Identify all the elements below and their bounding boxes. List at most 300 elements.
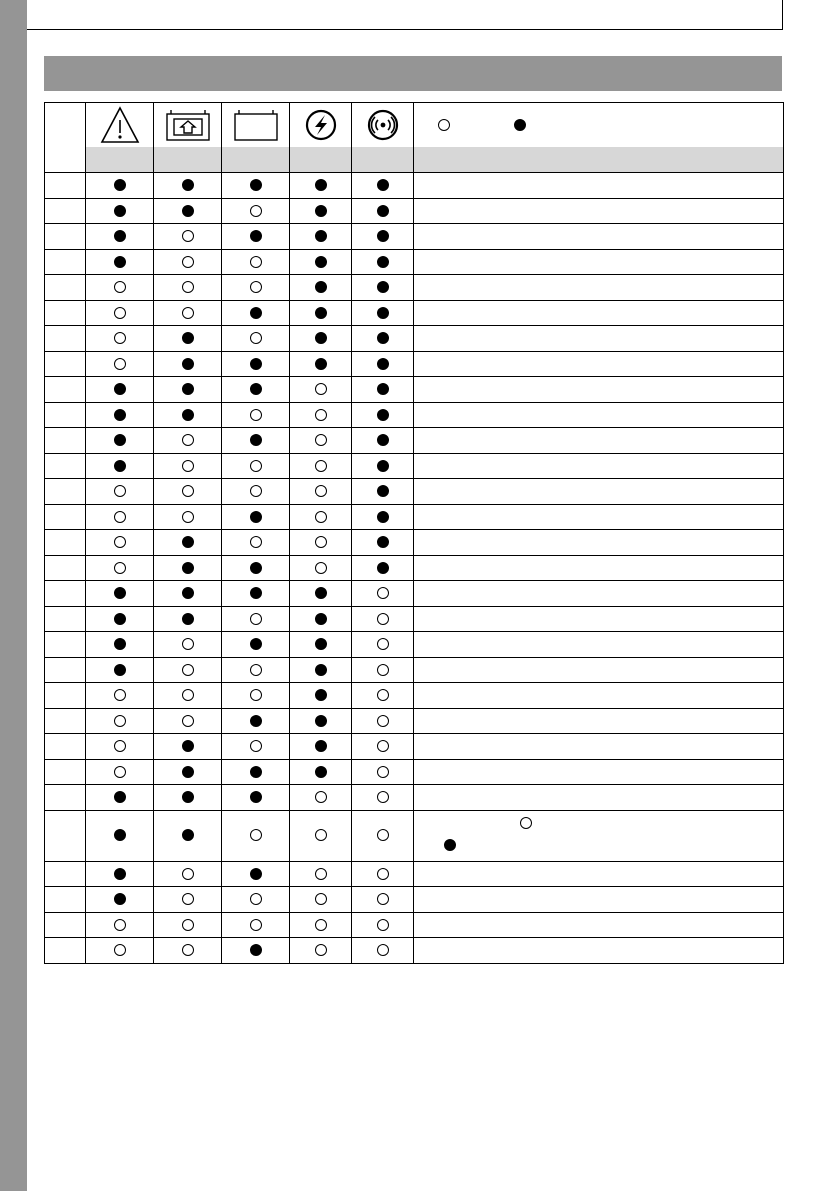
indicator-on-dot: [315, 281, 327, 293]
row-number-cell: [45, 402, 86, 428]
indicator-cell: [222, 275, 290, 301]
indicator-cell: [352, 173, 414, 199]
indicator-cell: [352, 504, 414, 530]
indicator-cell: [154, 402, 222, 428]
indicator-cell: [154, 861, 222, 887]
indicator-on-dot: [377, 460, 389, 472]
table-row: [45, 683, 784, 709]
indicator-off-dot: [250, 205, 262, 217]
description-cell: [414, 887, 784, 913]
indicator-cell: [86, 632, 154, 658]
description-cell: [414, 912, 784, 938]
indicator-cell: [86, 300, 154, 326]
indicator-on-dot: [114, 829, 126, 841]
home-panel-icon: [154, 103, 222, 148]
indicator-cell: [154, 504, 222, 530]
indicator-cell: [86, 581, 154, 607]
indicator-off-dot: [182, 944, 194, 956]
indicator-off-dot: [315, 485, 327, 497]
indicator-on-dot: [377, 230, 389, 242]
row-number-cell: [45, 759, 86, 785]
indicator-cell: [352, 530, 414, 556]
indicator-off-dot: [114, 332, 126, 344]
indicator-cell: [154, 683, 222, 709]
indicator-cell: [86, 402, 154, 428]
indicator-off-dot: [182, 256, 194, 268]
description-cell: [414, 275, 784, 301]
indicator-on-dot: [377, 434, 389, 446]
indicator-cell: [290, 326, 352, 352]
indicator-off-dot: [315, 868, 327, 880]
indicator-on-dot: [315, 205, 327, 217]
indicator-off-dot: [250, 919, 262, 931]
indicator-off-dot: [377, 664, 389, 676]
indicator-off-dot: [315, 562, 327, 574]
indicator-off-dot: [114, 485, 126, 497]
indicator-on-dot: [250, 383, 262, 395]
description-cell: [414, 504, 784, 530]
indicator-on-dot: [377, 307, 389, 319]
indicator-off-dot: [250, 409, 262, 421]
indicator-on-dot: [182, 791, 194, 803]
indicator-cell: [154, 555, 222, 581]
indicator-on-dot: [250, 511, 262, 523]
indicator-cell: [290, 275, 352, 301]
indicator-cell: [222, 453, 290, 479]
indicator-cell: [154, 428, 222, 454]
indicator-cell: [352, 198, 414, 224]
indicator-cell: [86, 606, 154, 632]
indicator-on-dot: [377, 409, 389, 421]
wireless-signal-icon: [352, 103, 414, 148]
table-row: [45, 224, 784, 250]
indicator-cell: [86, 198, 154, 224]
indicator-on-dot: [182, 179, 194, 191]
indicator-on-dot: [315, 613, 327, 625]
indicator-on-dot: [182, 332, 194, 344]
description-cell: [414, 351, 784, 377]
indicator-on-dot: [315, 638, 327, 650]
warning-triangle-icon: [86, 103, 154, 148]
row-number-cell: [45, 249, 86, 275]
indicator-on-dot: [315, 332, 327, 344]
indicator-on-dot: [315, 689, 327, 701]
row-number-cell: [45, 428, 86, 454]
description-cell: [414, 785, 784, 811]
blank-box-icon: [222, 103, 290, 148]
indicator-cell: [290, 198, 352, 224]
indicator-on-dot: [114, 256, 126, 268]
indicator-off-dot: [182, 919, 194, 931]
indicator-off-dot: [114, 536, 126, 548]
description-cell: [414, 734, 784, 760]
indicator-off-dot: [114, 944, 126, 956]
table-row: [45, 351, 784, 377]
indicator-cell: [352, 810, 414, 861]
indicator-on-dot: [250, 587, 262, 599]
indicator-cell: [290, 632, 352, 658]
indicator-cell: [290, 657, 352, 683]
indicator-on-dot: [114, 230, 126, 242]
indicator-cell: [154, 224, 222, 250]
table-row: [45, 428, 784, 454]
indicator-cell: [352, 351, 414, 377]
indicator-on-dot: [114, 409, 126, 421]
indicator-off-dot: [250, 664, 262, 676]
indicator-on-dot: [182, 358, 194, 370]
indicator-off-dot: [114, 689, 126, 701]
indicator-off-dot: [182, 281, 194, 293]
indicator-cell: [154, 785, 222, 811]
indicator-cell: [86, 734, 154, 760]
indicator-off-dot: [315, 919, 327, 931]
indicator-cell: [290, 377, 352, 403]
indicator-cell: [222, 173, 290, 199]
row-number-cell: [45, 530, 86, 556]
indicator-cell: [86, 530, 154, 556]
indicator-cell: [290, 683, 352, 709]
indicator-cell: [290, 555, 352, 581]
indicator-on-dot: [182, 613, 194, 625]
row-number-cell: [45, 657, 86, 683]
indicator-cell: [352, 377, 414, 403]
indicator-cell: [352, 275, 414, 301]
row-number-header: [45, 103, 86, 173]
indicator-cell: [86, 428, 154, 454]
indicator-cell: [86, 504, 154, 530]
indicator-on-dot: [114, 893, 126, 905]
indicator-on-dot: [315, 358, 327, 370]
header-band-4: [290, 147, 352, 173]
indicator-off-dot: [114, 358, 126, 370]
indicator-cell: [222, 530, 290, 556]
indicator-on-dot: [250, 358, 262, 370]
header-band-1: [86, 147, 154, 173]
row-number-cell: [45, 810, 86, 861]
table-row: [45, 861, 784, 887]
indicator-cell: [352, 249, 414, 275]
indicator-on-dot: [377, 536, 389, 548]
indicator-cell: [352, 759, 414, 785]
indicator-cell: [222, 504, 290, 530]
indicator-off-dot: [377, 587, 389, 599]
indicator-off-dot: [315, 409, 327, 421]
indicator-cell: [290, 479, 352, 505]
indicator-off-dot: [182, 307, 194, 319]
indicator-cell: [154, 581, 222, 607]
description-cell: [414, 326, 784, 352]
indicator-cell: [352, 300, 414, 326]
indicator-cell: [86, 912, 154, 938]
description-cell: [414, 581, 784, 607]
indicator-on-dot: [250, 944, 262, 956]
indicator-cell: [290, 785, 352, 811]
row-number-cell: [45, 453, 86, 479]
indicator-off-dot: [315, 944, 327, 956]
row-number-cell: [45, 861, 86, 887]
indicator-cell: [222, 657, 290, 683]
indicator-on-dot: [250, 868, 262, 880]
description-cell: [414, 453, 784, 479]
indicator-on-dot: [114, 868, 126, 880]
indicator-off-dot: [182, 868, 194, 880]
indicator-cell: [222, 683, 290, 709]
indicator-cell: [290, 300, 352, 326]
indicator-cell: [86, 377, 154, 403]
indicator-cell: [86, 249, 154, 275]
indicator-off-dot: [114, 562, 126, 574]
table-row: [45, 938, 784, 964]
indicator-cell: [154, 453, 222, 479]
table-row: [45, 504, 784, 530]
indicator-cell: [352, 555, 414, 581]
table-row: [45, 708, 784, 734]
indicator-cell: [290, 428, 352, 454]
indicator-on-dot: [315, 740, 327, 752]
indicator-off-dot: [182, 511, 194, 523]
indicator-cell: [290, 938, 352, 964]
description-cell: [414, 810, 784, 861]
description-cell: [414, 759, 784, 785]
indicator-on-dot: [377, 358, 389, 370]
indicator-off-dot: [250, 740, 262, 752]
indicator-cell: [352, 581, 414, 607]
indicator-off-dot: [377, 740, 389, 752]
indicator-cell: [222, 479, 290, 505]
description-cell: [414, 555, 784, 581]
indicator-cell: [86, 657, 154, 683]
table-row: [45, 912, 784, 938]
indicator-cell: [154, 606, 222, 632]
indicator-off-dot: [377, 791, 389, 803]
table-row: [45, 657, 784, 683]
row-number-cell: [45, 708, 86, 734]
indicator-on-dot: [315, 664, 327, 676]
indicator-cell: [86, 861, 154, 887]
indicator-cell: [154, 632, 222, 658]
indicator-cell: [154, 479, 222, 505]
indicator-on-dot: [114, 613, 126, 625]
indicator-off-dot: [250, 829, 262, 841]
indicator-cell: [86, 453, 154, 479]
indicator-off-dot: [377, 893, 389, 905]
indicator-on-dot: [377, 205, 389, 217]
indicator-off-dot: [182, 715, 194, 727]
indicator-on-dot: [315, 307, 327, 319]
indicator-on-dot: [182, 587, 194, 599]
indicator-cell: [154, 759, 222, 785]
indicator-on-dot: [250, 791, 262, 803]
indicator-cell: [154, 887, 222, 913]
indicator-on-dot: [377, 332, 389, 344]
indicator-cell: [352, 453, 414, 479]
indicator-cell: [352, 606, 414, 632]
page-top-border: [27, 0, 783, 30]
indicator-cell: [86, 275, 154, 301]
title-bar: [44, 56, 782, 91]
indicator-off-dot: [250, 689, 262, 701]
indicator-cell: [86, 351, 154, 377]
indicator-off-dot: [315, 460, 327, 472]
indicator-off-dot: [250, 332, 262, 344]
indicator-cell: [154, 198, 222, 224]
indicator-cell: [352, 632, 414, 658]
indicator-cell: [222, 938, 290, 964]
indicator-cell: [86, 479, 154, 505]
row-number-cell: [45, 377, 86, 403]
indicator-off-dot: [377, 829, 389, 841]
indicator-cell: [352, 402, 414, 428]
indicator-cell: [352, 428, 414, 454]
table-row: [45, 887, 784, 913]
description-cell: [414, 683, 784, 709]
indicator-off-dot: [377, 715, 389, 727]
indicator-cell: [222, 810, 290, 861]
description-cell: [414, 657, 784, 683]
row-number-cell: [45, 683, 86, 709]
indicator-cell: [86, 555, 154, 581]
header-band-5: [352, 147, 414, 173]
indicator-off-dot: [315, 893, 327, 905]
table-row: [45, 300, 784, 326]
side-strip: [0, 0, 27, 1191]
indicator-off-dot: [315, 829, 327, 841]
row-number-cell: [45, 887, 86, 913]
indicator-cell: [154, 938, 222, 964]
indicator-cell: [86, 326, 154, 352]
legend: [414, 103, 784, 148]
indicator-on-dot: [250, 715, 262, 727]
indicator-off-dot: [315, 383, 327, 395]
table-row: [45, 785, 784, 811]
indicator-off-dot: [114, 281, 126, 293]
table-row: [45, 810, 784, 861]
indicator-on-dot: [250, 179, 262, 191]
indicator-cell: [352, 326, 414, 352]
indicator-on-dot: [114, 383, 126, 395]
table-row: [45, 377, 784, 403]
table-row: [45, 198, 784, 224]
description-cell: [414, 377, 784, 403]
indicator-on-dot: [250, 562, 262, 574]
indicator-cell: [290, 224, 352, 250]
row-number-cell: [45, 734, 86, 760]
row-number-cell: [45, 504, 86, 530]
table-row: [45, 479, 784, 505]
indicator-cell: [222, 224, 290, 250]
indicator-on-dot: [182, 766, 194, 778]
indicator-cell: [290, 351, 352, 377]
indicator-cell: [352, 708, 414, 734]
indicator-cell: [352, 683, 414, 709]
header-band-2: [154, 147, 222, 173]
indicator-off-dot: [377, 638, 389, 650]
table-row: [45, 249, 784, 275]
description-cell: [414, 861, 784, 887]
indicator-on-dot: [182, 829, 194, 841]
indicator-cell: [154, 249, 222, 275]
indicator-on-dot: [377, 179, 389, 191]
description-cell: [414, 479, 784, 505]
indicator-cell: [352, 785, 414, 811]
indicator-off-dot: [377, 944, 389, 956]
indicator-off-dot: [315, 511, 327, 523]
indicator-on-dot: [377, 281, 389, 293]
indicator-on-dot: [114, 638, 126, 650]
indicator-cell: [154, 377, 222, 403]
indicator-on-dot: [315, 256, 327, 268]
indicator-cell: [222, 887, 290, 913]
indicator-cell: [222, 300, 290, 326]
indicator-cell: [86, 683, 154, 709]
table-row: [45, 632, 784, 658]
indicator-cell: [154, 300, 222, 326]
indicator-on-dot: [114, 460, 126, 472]
indicator-off-dot: [114, 766, 126, 778]
indicator-off-dot: [315, 791, 327, 803]
table-row: [45, 173, 784, 199]
indicator-cell: [290, 861, 352, 887]
indicator-on-dot: [114, 664, 126, 676]
indicator-cell: [352, 861, 414, 887]
indicator-cell: [222, 581, 290, 607]
indicator-off-dot: [114, 715, 126, 727]
indicator-cell: [290, 708, 352, 734]
table-row: [45, 555, 784, 581]
indicator-off-dot: [250, 281, 262, 293]
indicator-off-dot: [182, 460, 194, 472]
indicator-cell: [86, 759, 154, 785]
indicator-on-dot: [250, 638, 262, 650]
indicator-on-dot: [182, 409, 194, 421]
indicator-cell: [352, 938, 414, 964]
description-cell: [414, 300, 784, 326]
indicator-off-dot: [377, 766, 389, 778]
indicator-cell: [222, 377, 290, 403]
indicator-off-dot: [315, 536, 327, 548]
indicator-cell: [222, 402, 290, 428]
indicator-off-dot: [114, 740, 126, 752]
description-cell: [414, 224, 784, 250]
row-number-cell: [45, 581, 86, 607]
indicator-off-dot: [182, 689, 194, 701]
row-number-cell: [45, 224, 86, 250]
table-row: [45, 326, 784, 352]
power-bolt-icon: [290, 103, 352, 148]
legend-on-dot: [514, 119, 526, 131]
indicator-on-dot: [114, 205, 126, 217]
indicator-cell: [222, 785, 290, 811]
row-number-cell: [45, 555, 86, 581]
row-number-cell: [45, 173, 86, 199]
indicator-on-dot: [315, 715, 327, 727]
indicator-cell: [154, 657, 222, 683]
description-cell: [414, 428, 784, 454]
indicator-cell: [290, 759, 352, 785]
table-row: [45, 581, 784, 607]
indicator-cell: [290, 606, 352, 632]
indicator-cell: [222, 912, 290, 938]
indicator-cell: [222, 428, 290, 454]
indicator-off-dot: [250, 485, 262, 497]
indicator-cell: [352, 887, 414, 913]
row-number-cell: [45, 479, 86, 505]
description-cell: [414, 606, 784, 632]
table-row: [45, 453, 784, 479]
indicator-cell: [290, 581, 352, 607]
indicator-cell: [86, 173, 154, 199]
header-band-3: [222, 147, 290, 173]
